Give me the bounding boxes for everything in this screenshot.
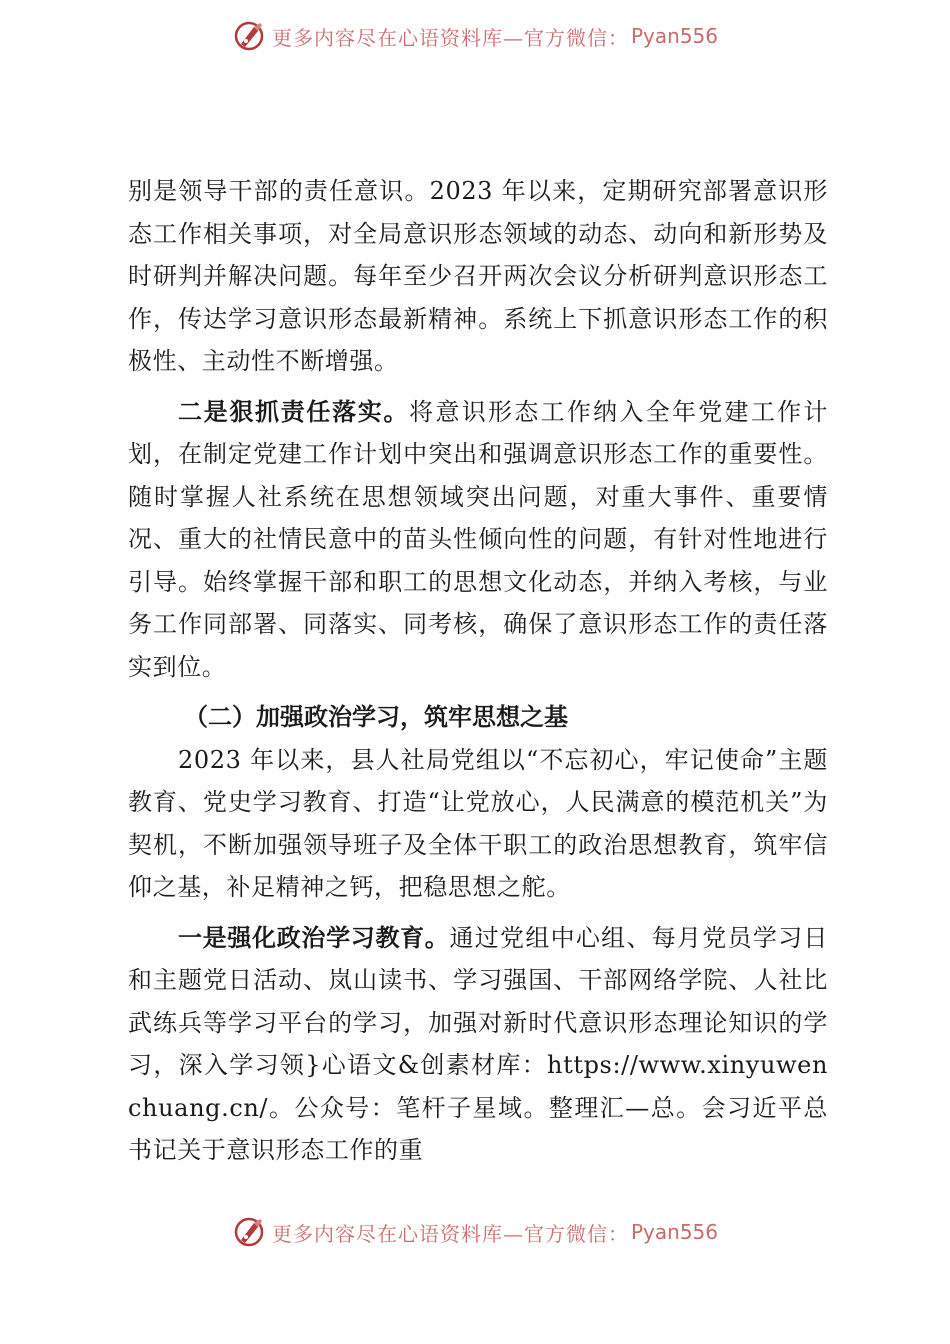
paragraph-4-body: 通过党组中心组、每月党员学习日和主题党日活动、岚山读书、学习强国、干部网络学院、人社比武练兵等学习平台的学习，加强对新时代意识形态理论知识的学习，深入学习领}心语文&创素材库：https://www.xinyuwenchuang.cn/。公众号：笔杆子星域。整理汇—总。会习近平总书记关于意识形态工作的重: [128, 923, 829, 1164]
header-banner-text: 更多内容尽在心语资料库—官方微信：: [271, 25, 629, 50]
footer-banner: [0, 1212, 950, 1252]
pen-nib-logo-icon: [232, 1215, 266, 1249]
footer-banner-account: Pyan556: [630, 1220, 718, 1244]
paragraph-2-lead: 二是狠抓责任落实。: [178, 397, 410, 426]
paragraph-4-lead: 一是强化政治学习教育。: [178, 923, 450, 952]
document-body: [128, 170, 828, 1180]
paragraph-4: [128, 917, 828, 1172]
paragraph-2-body: 将意识形态工作纳入全年党建工作计划，在制定党建工作计划中突出和强调意识形态工作的重要性。随时掌握人社系统在思想领域突出问题，对重大事件、重要情况、重大的社情民意中的苗头性倾向性的问题，有针对性地进行引导。始终掌握干部和职工的思想文化动态，并纳入考核，与业务工作同部署、同落实、同考核，确保了意识形态工作的责任落实到位。: [128, 397, 828, 681]
pen-nib-logo-icon: [232, 19, 266, 53]
paragraph-3: 2023 年以来，县人社局党组以“不忘初心，牢记使命”主题教育、党史学习教育、打造“让党放心，人民满意的模范机关”为契机，不断加强领导班子及全体干职工的政治思想教育，筑牢信仰之基，补足精神之钙，把稳思想之舵。: [128, 745, 828, 901]
paragraph-2: [128, 391, 828, 689]
header-banner: [0, 16, 950, 56]
section-heading: （二）加强政治学习，筑牢思想之基: [184, 703, 568, 731]
footer-banner-text: 更多内容尽在心语资料库—官方微信：: [271, 1221, 629, 1246]
paragraph-1: 别是领导干部的责任意识。2023 年以来，定期研究部署意识形态工作相关事项，对全局意识形态领域的动态、动向和新形势及时研判并解决问题。每年至少召开两次会议分析研判意识形态工作，传达学习意识形态最新精神。系统上下抓意识形态工作的积极性、主动性不断增强。: [128, 177, 828, 375]
header-banner-account: Pyan556: [630, 24, 718, 48]
